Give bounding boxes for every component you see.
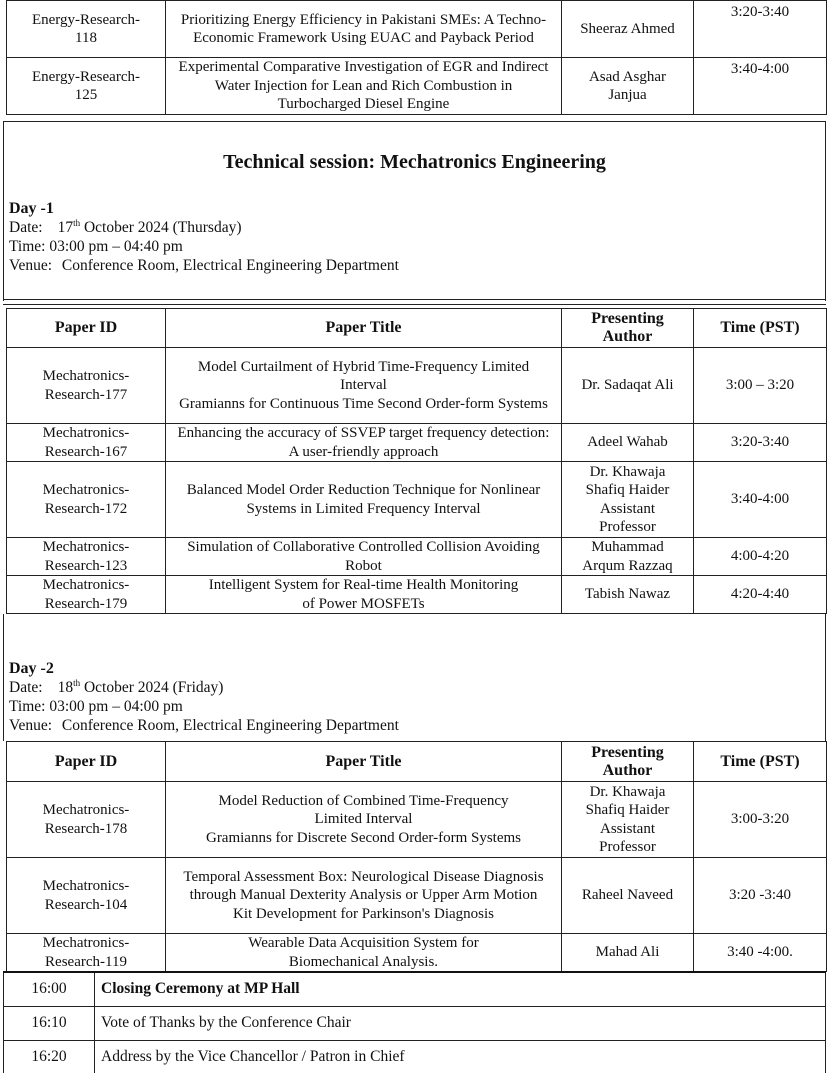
table-row [4,972,826,1006]
divider [3,299,826,300]
table-row [4,1006,826,1040]
author-cell: Dr. Khawaja Shafiq Haider Assistant Professor [562,462,694,538]
paper-id-cell: Energy-Research- 125 [7,58,166,115]
table-row [7,858,827,934]
time-cell: 3:20-3:40 [694,424,827,462]
table-header-row [7,742,827,782]
frame-border [825,614,826,741]
time-cell: 4:00-4:20 [694,538,827,576]
time-cell: 3:40-4:00 [694,58,827,115]
paper-title-cell: Intelligent System for Real-time Health Monitoring of Power MOSFETs [166,576,562,614]
paper-id-cell: Mechatronics- Research-172 [7,462,166,538]
day2-schedule-table [6,741,827,972]
day2-date: Date: 18th October 2024 (Friday) [9,677,224,696]
day1-schedule-table [6,308,827,614]
closing-time-cell: 16:10 [4,1006,95,1040]
day1-venue: Venue: Conference Room, Electrical Engineering Department [9,257,399,274]
paper-title-cell: Simulation of Collaborative Controlled Collision Avoiding Robot [166,538,562,576]
paper-title-cell: Model Curtailment of Hybrid Time-Frequency Limited Interval Gramianns for Continuous Time Second Order-form Systems [166,348,562,424]
col-presenting-author: Presenting Author [562,742,694,782]
paper-id-cell: Mechatronics- Research-119 [7,934,166,972]
paper-id-cell: Mechatronics- Research-178 [7,782,166,858]
paper-title-cell: Model Reduction of Combined Time-Frequency Limited Interval Gramianns for Discrete Second Order-form Systems [166,782,562,858]
paper-id-cell: Mechatronics- Research-104 [7,858,166,934]
paper-title-cell: Temporal Assessment Box: Neurological Disease Diagnosis through Manual Dexterity Analysis or Upper Arm Motion Kit Development for Parkinson's Diagnosis [166,858,562,934]
table-row [7,424,827,462]
col-time: Time (PST) [694,742,827,782]
session-title: Technical session: Mechatronics Engineering [223,151,606,173]
closing-time-cell: 16:00 [4,972,95,1006]
paper-title-cell: Enhancing the accuracy of SSVEP target frequency detection: A user-friendly approach [166,424,562,462]
table-row [7,934,827,972]
divider [3,304,826,305]
day2-venue: Venue: Conference Room, Electrical Engineering Department [9,717,399,734]
col-paper-id: Paper ID [7,742,166,782]
table-row [7,1,827,58]
table-header-row [7,309,827,348]
author-cell: Sheeraz Ahmed [562,1,694,58]
author-cell: Dr. Khawaja Shafiq Haider Assistant Professor [562,782,694,858]
closing-event-cell: Vote of Thanks by the Conference Chair [95,1006,826,1040]
table-row [7,576,827,614]
closing-time-cell: 16:20 [4,1040,95,1073]
paper-title-cell: Experimental Comparative Investigation of EGR and Indirect Water Injection for Lean and Rich Combustion in Turbocharged Diesel Engine [166,58,562,115]
col-time: Time (PST) [694,309,827,348]
day1-heading: Day -1 [9,200,54,217]
time-cell: 3:00 – 3:20 [694,348,827,424]
time-cell: 3:00-3:20 [694,782,827,858]
table-row [7,538,827,576]
paper-id-cell: Mechatronics- Research-179 [7,576,166,614]
day2-heading: Day -2 [9,660,54,677]
day1-time: Time: 03:00 pm – 04:40 pm [9,238,183,255]
day2-info [9,659,399,735]
table-row [7,348,827,424]
paper-id-cell: Mechatronics- Research-167 [7,424,166,462]
closing-schedule-table [3,971,826,1073]
time-cell: 3:20 -3:40 [694,858,827,934]
author-cell: Muhammad Arqum Razzaq [562,538,694,576]
day1-info [9,199,399,275]
paper-title-cell: Prioritizing Energy Efficiency in Pakistani SMEs: A Techno-Economic Framework Using EUAC and Payback Period [166,1,562,58]
frame-border [3,614,4,741]
paper-title-cell: Balanced Model Order Reduction Technique for Nonlinear Systems in Limited Frequency Interval [166,462,562,538]
table-row [4,1040,826,1073]
energy-research-table [6,0,827,115]
table-row [7,58,827,115]
author-cell: Adeel Wahab [562,424,694,462]
time-cell: 3:20-3:40 [694,1,827,58]
col-paper-title: Paper Title [166,742,562,782]
col-paper-id: Paper ID [7,309,166,348]
author-cell: Dr. Sadaqat Ali [562,348,694,424]
col-presenting-author: Presenting Author [562,309,694,348]
paper-id-cell: Mechatronics- Research-123 [7,538,166,576]
day1-date: Date: 17th October 2024 (Thursday) [9,217,242,236]
time-cell: 4:20-4:40 [694,576,827,614]
paper-title-cell: Wearable Data Acquisition System for Biomechanical Analysis. [166,934,562,972]
author-cell: Tabish Nawaz [562,576,694,614]
closing-event-cell: Closing Ceremony at MP Hall [95,972,826,1006]
paper-id-cell: Mechatronics- Research-177 [7,348,166,424]
time-cell: 3:40-4:00 [694,462,827,538]
author-cell: Mahad Ali [562,934,694,972]
col-paper-title: Paper Title [166,309,562,348]
time-cell: 3:40 -4:00. [694,934,827,972]
table-row [7,462,827,538]
author-cell: Raheel Naveed [562,858,694,934]
closing-event-cell: Address by the Vice Chancellor / Patron in Chief [95,1040,826,1073]
paper-id-cell: Energy-Research- 118 [7,1,166,58]
author-cell: Asad Asghar Janjua [562,58,694,115]
day2-time: Time: 03:00 pm – 04:00 pm [9,698,183,715]
table-row [7,782,827,858]
